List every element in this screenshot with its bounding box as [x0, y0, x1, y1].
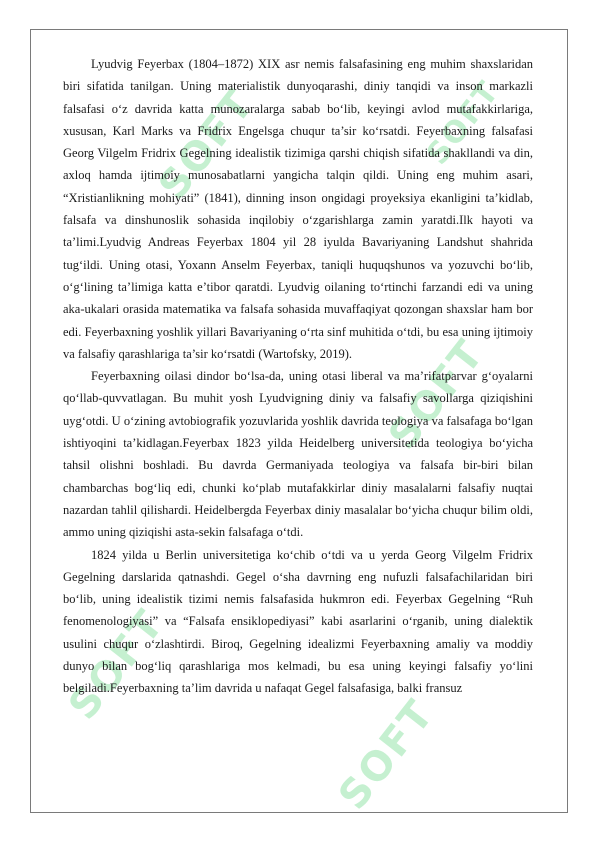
paragraph-2: Feyerbaxning oilasi dindor bo‘lsa-da, uning otasi liberal va ma’rifatparvar g‘oyalarni qo‘llab-quvvatlagan. Bu muhit yosh Lyudvigning diniy va falsafiy savollarga qiziqishini uyg‘otdi. U o‘zining avtobiografik yozuvlarida yoshlik davrida teologiya va falsafaga bo‘lgan ishtiyoqini ta’kidlagan.Feyerbax 1823 yilda Heidelberg universitetida teologiya bo‘yicha tahsil olishni boshladi. Bu davrda Germaniyada teologiya va falsafa bir-biri bilan chambarchas bog‘liq edi, chunki ko‘plab mutafakkirlar diniy masalalarni falsafiy nuqtai nazardan tahlil qilishardi. Heidelbergda Feyerbax diniy masalalar bo‘yicha chuqur bilim oldi, ammo uning qiziqishi asta-sekin falsafaga o‘tdi. [63, 369, 533, 540]
watermark: SOFT [330, 691, 444, 819]
paragraph-3: 1824 yilda u Berlin universitetiga ko‘chib o‘tdi va u yerda Georg Vilgelm Fridrix Gegelning darslarida qatnashdi. Gegel o‘sha davrning eng nufuzli falsafachilaridan biri bo‘lib, uning idealistik tizimi nemis falsafasida hukmron edi. Feyerbax Gegelning “Ruh fenomenologiyasi” va “Falsafa ensiklopediyasi” kabi asarlarini o‘rganib, uning dialektik usulini chuqur o‘zlashtirdi. Biroq, Gegelning idealizmi Feyerbaxning amaliy va moddiy dunyo bilan bog‘liq qarashlariga mos kelmadi, bu esa uning keyingi falsafiy yo‘lini belgiladi.Feyerbaxning ta’lim davrida u nafaqat Gegel falsafasiga, balki fransuz [63, 547, 533, 696]
watermark: SOFT [380, 331, 494, 459]
document-body [63, 53, 533, 700]
watermark: SOFT [60, 601, 174, 729]
paragraph-1: Lyudvig Feyerbax (1804–1872) XIX asr nemis falsafasining eng muhim shaxslaridan biri sifatida tanilgan. Uning materialistik dunyoqarashi, diniy tanqidi va inson markazli falsafasi o‘z davrida katta munozaralarga sabab bo‘lib, keyingi avlod mutafakkirlariga, xususan, Karl Marks va Fridrix Engelsga chuqur ta’sir ko‘rsatdi. Feyerbaxning falsafasi Georg Vilgelm Fridrix Gegelning idealistik tizimiga qarshi chiqish sifatida shakllandi va din, axloq hamda ijtimoiy munosabatlarni yangicha talqin qildi. Uning eng muhim asari, “Xristianlikning mohiyati” (1841), dinning inson ongidagi proyeksiya ekanligini ta’kidlab, falsafa va dinshunoslik sohasida inqilobiy o‘zgarishlarga zamin yaratdi.Ilk hayoti va ta’limi.Lyudvig Andreas Feyerbax 1804 yil 28 iyulda Bavariyaning Landshut shahrida tug‘ildi. Uning otasi, Yoxann Anselm Feyerbax, taniqli huquqshunos va yozuvchi bo‘lib, o‘g‘lining ta’limiga katta e’tibor qaratdi. Lyudvig oilaning to‘rtinchi farzandi edi va uning aka-ukalari orasida matematika va falsafa sohasida muvaffaqiyat qozongan shaxslar ham bor edi. Feyerbaxning yoshlik yillari Bavariyaning o‘rta sinf muhitida o‘tdi, bu esa uning ijtimoiy va falsafiy qarashlariga ta’sir ko‘rsatdi (Wartofsky, 2019). [63, 57, 533, 361]
watermark: SOFT [150, 81, 264, 209]
watermark: SOFT [420, 74, 507, 172]
